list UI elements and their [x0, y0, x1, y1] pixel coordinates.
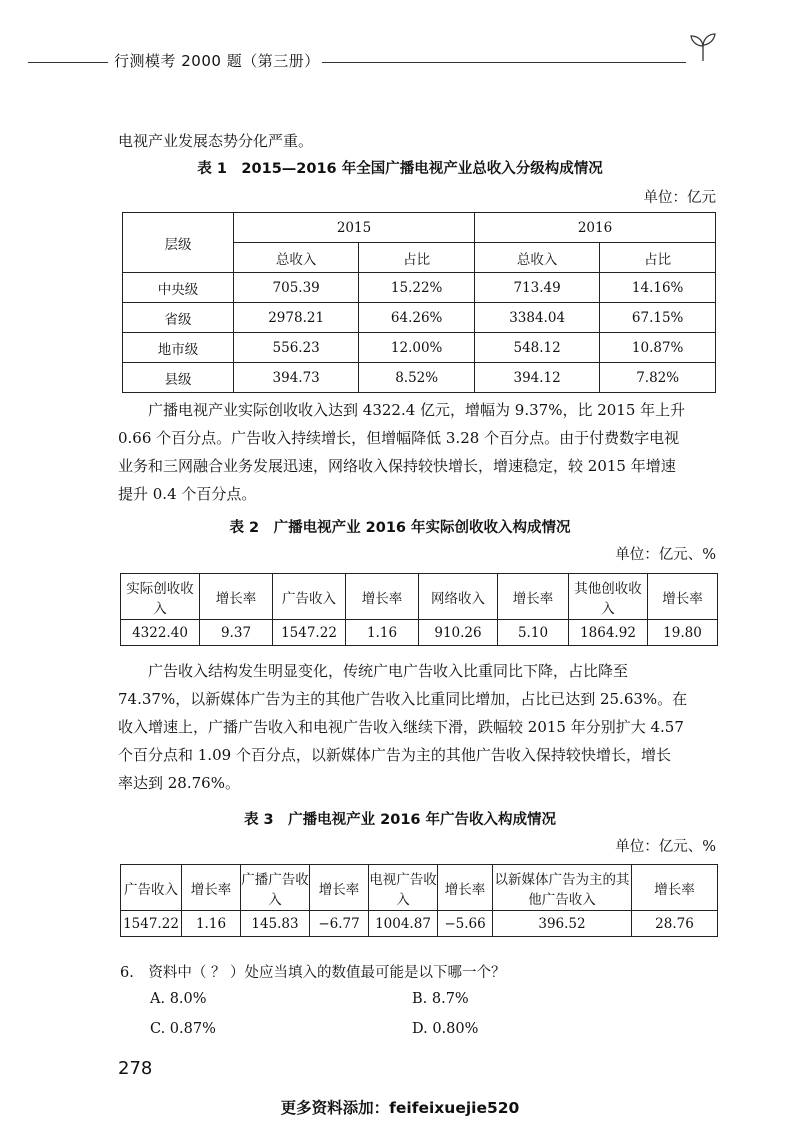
- table1: [122, 212, 716, 393]
- table-cell: 9.37: [200, 620, 273, 646]
- option-a[interactable]: A. 8.0%: [150, 991, 207, 1007]
- table-cell: 394.12: [474, 363, 599, 393]
- footer-note: 更多资料添加：feifeixuejie520: [280, 1099, 520, 1117]
- table-cell: 10.87%: [600, 333, 716, 363]
- table-cell: 5.10: [498, 620, 569, 646]
- paragraph-1: [118, 396, 718, 508]
- paragraph-2: [118, 657, 718, 797]
- table-cell: 1864.92: [569, 620, 648, 646]
- table1-caption: 表 1 2015—2016 年全国广播电视产业总收入分级构成情况: [197, 161, 603, 177]
- table3-header: 以新媒体广告为主的其他广告收入: [493, 865, 632, 911]
- option-c[interactable]: C. 0.87%: [150, 1021, 216, 1037]
- table3: [120, 864, 718, 937]
- table-cell: 中央级: [123, 273, 234, 303]
- table-cell: 705.39: [234, 273, 359, 303]
- table3-header: 广播广告收入: [241, 865, 310, 911]
- paragraph-line: 收入增速上，广播广告收入和电视广告收入继续下滑，跌幅较 2015 年分别扩大 4.57: [118, 718, 684, 736]
- table3-caption: 表 3 广播电视产业 2016 年广告收入构成情况: [243, 812, 557, 828]
- table3-header: 增长率: [438, 865, 493, 911]
- sprout-icon: [688, 30, 718, 62]
- book-title: 行测模考 2000 题（第三册）: [114, 52, 320, 70]
- table-row: [123, 273, 716, 303]
- table3-header: 增长率: [632, 865, 718, 911]
- table-cell: 1547.22: [121, 911, 182, 937]
- table3-header: 广告收入: [121, 865, 182, 911]
- table-cell: 548.12: [474, 333, 599, 363]
- table2-header: 增长率: [346, 574, 419, 620]
- header-rule-left: [28, 62, 108, 63]
- paragraph-line: 个百分点和 1.09 个百分点，以新媒体广告为主的其他广告收入保持较快增长，增长: [118, 746, 671, 764]
- table-cell: 1.16: [182, 911, 241, 937]
- table-row: [121, 911, 718, 937]
- table1-header-level: 层级: [123, 213, 234, 273]
- table-cell: 12.00%: [359, 333, 475, 363]
- table-cell: 28.76: [632, 911, 718, 937]
- table-cell: 394.73: [234, 363, 359, 393]
- table-cell: 地市级: [123, 333, 234, 363]
- table1-subheader: 总收入: [474, 243, 599, 273]
- question-text: 6. 资料中（ ？ ）处应当填入的数值最可能是以下哪一个？: [120, 965, 506, 981]
- table1-subheader: 占比: [359, 243, 475, 273]
- table-row: [123, 333, 716, 363]
- table2-unit: 单位：亿元、%: [615, 547, 716, 563]
- table3-header: 电视广告收入: [369, 865, 438, 911]
- table-cell: 556.23: [234, 333, 359, 363]
- table-row: [123, 363, 716, 393]
- table-cell: 2978.21: [234, 303, 359, 333]
- table1-year-2016: 2016: [474, 213, 715, 243]
- table-cell: 7.82%: [600, 363, 716, 393]
- paragraph-line: 业务和三网融合业务发展迅速，网络收入保持较快增长，增速稳定，较 2015 年增速: [118, 457, 676, 475]
- table2: [120, 573, 718, 646]
- table2-header: 其他创收收入: [569, 574, 648, 620]
- table-cell: 省级: [123, 303, 234, 333]
- table-cell: 19.80: [648, 620, 718, 646]
- table2-caption: 表 2 广播电视产业 2016 年实际创收收入构成情况: [229, 520, 571, 536]
- page-header: [0, 44, 800, 74]
- table-row: [121, 620, 718, 646]
- table-cell: 15.22%: [359, 273, 475, 303]
- paragraph-line: 广告收入结构发生明显变化，传统广电广告收入比重同比下降，占比降至: [148, 662, 629, 680]
- table-cell: 1547.22: [273, 620, 346, 646]
- paragraph-line: 广播电视产业实际创收收入达到 4322.4 亿元，增幅为 9.37%，比 2015 年上升: [148, 401, 686, 419]
- table-cell: 67.15%: [600, 303, 716, 333]
- intro-line: 电视产业发展态势分化严重。: [118, 132, 314, 150]
- table1-subheader: 总收入: [234, 243, 359, 273]
- table2-header: 网络收入: [419, 574, 498, 620]
- table-cell: 1.16: [346, 620, 419, 646]
- paragraph-line: 0.66 个百分点。广告收入持续增长，但增幅降低 3.28 个百分点。由于付费数字电视: [118, 429, 680, 447]
- table2-header: 增长率: [498, 574, 569, 620]
- paragraph-line: 率达到 28.76%。: [118, 774, 240, 792]
- table-cell: −6.77: [310, 911, 369, 937]
- table-cell: 4322.40: [121, 620, 200, 646]
- table-cell: 1004.87: [369, 911, 438, 937]
- table1-year-2015: 2015: [234, 213, 475, 243]
- table-cell: 396.52: [493, 911, 632, 937]
- table-cell: −5.66: [438, 911, 493, 937]
- page-number: 278: [118, 1058, 153, 1079]
- table2-header: 增长率: [200, 574, 273, 620]
- table3-header: 增长率: [182, 865, 241, 911]
- table-cell: 64.26%: [359, 303, 475, 333]
- option-d[interactable]: D. 0.80%: [412, 1021, 479, 1037]
- table1-subheader: 占比: [600, 243, 716, 273]
- table-cell: 县级: [123, 363, 234, 393]
- table-cell: 713.49: [474, 273, 599, 303]
- table2-header: 广告收入: [273, 574, 346, 620]
- table-cell: 145.83: [241, 911, 310, 937]
- table1-unit: 单位：亿元: [643, 190, 716, 206]
- paragraph-line: 74.37%，以新媒体广告为主的其他广告收入比重同比增加，占比已达到 25.63%。在: [118, 690, 688, 708]
- table-row: [123, 303, 716, 333]
- table-cell: 8.52%: [359, 363, 475, 393]
- table-cell: 14.16%: [600, 273, 716, 303]
- table2-header: 增长率: [648, 574, 718, 620]
- paragraph-line: 提升 0.4 个百分点。: [118, 485, 257, 503]
- table3-unit: 单位：亿元、%: [615, 839, 716, 855]
- header-rule-right: [322, 62, 686, 63]
- table-cell: 910.26: [419, 620, 498, 646]
- table3-header: 增长率: [310, 865, 369, 911]
- option-b[interactable]: B. 8.7%: [412, 991, 469, 1007]
- table2-header: 实际创收收入: [121, 574, 200, 620]
- table-cell: 3384.04: [474, 303, 599, 333]
